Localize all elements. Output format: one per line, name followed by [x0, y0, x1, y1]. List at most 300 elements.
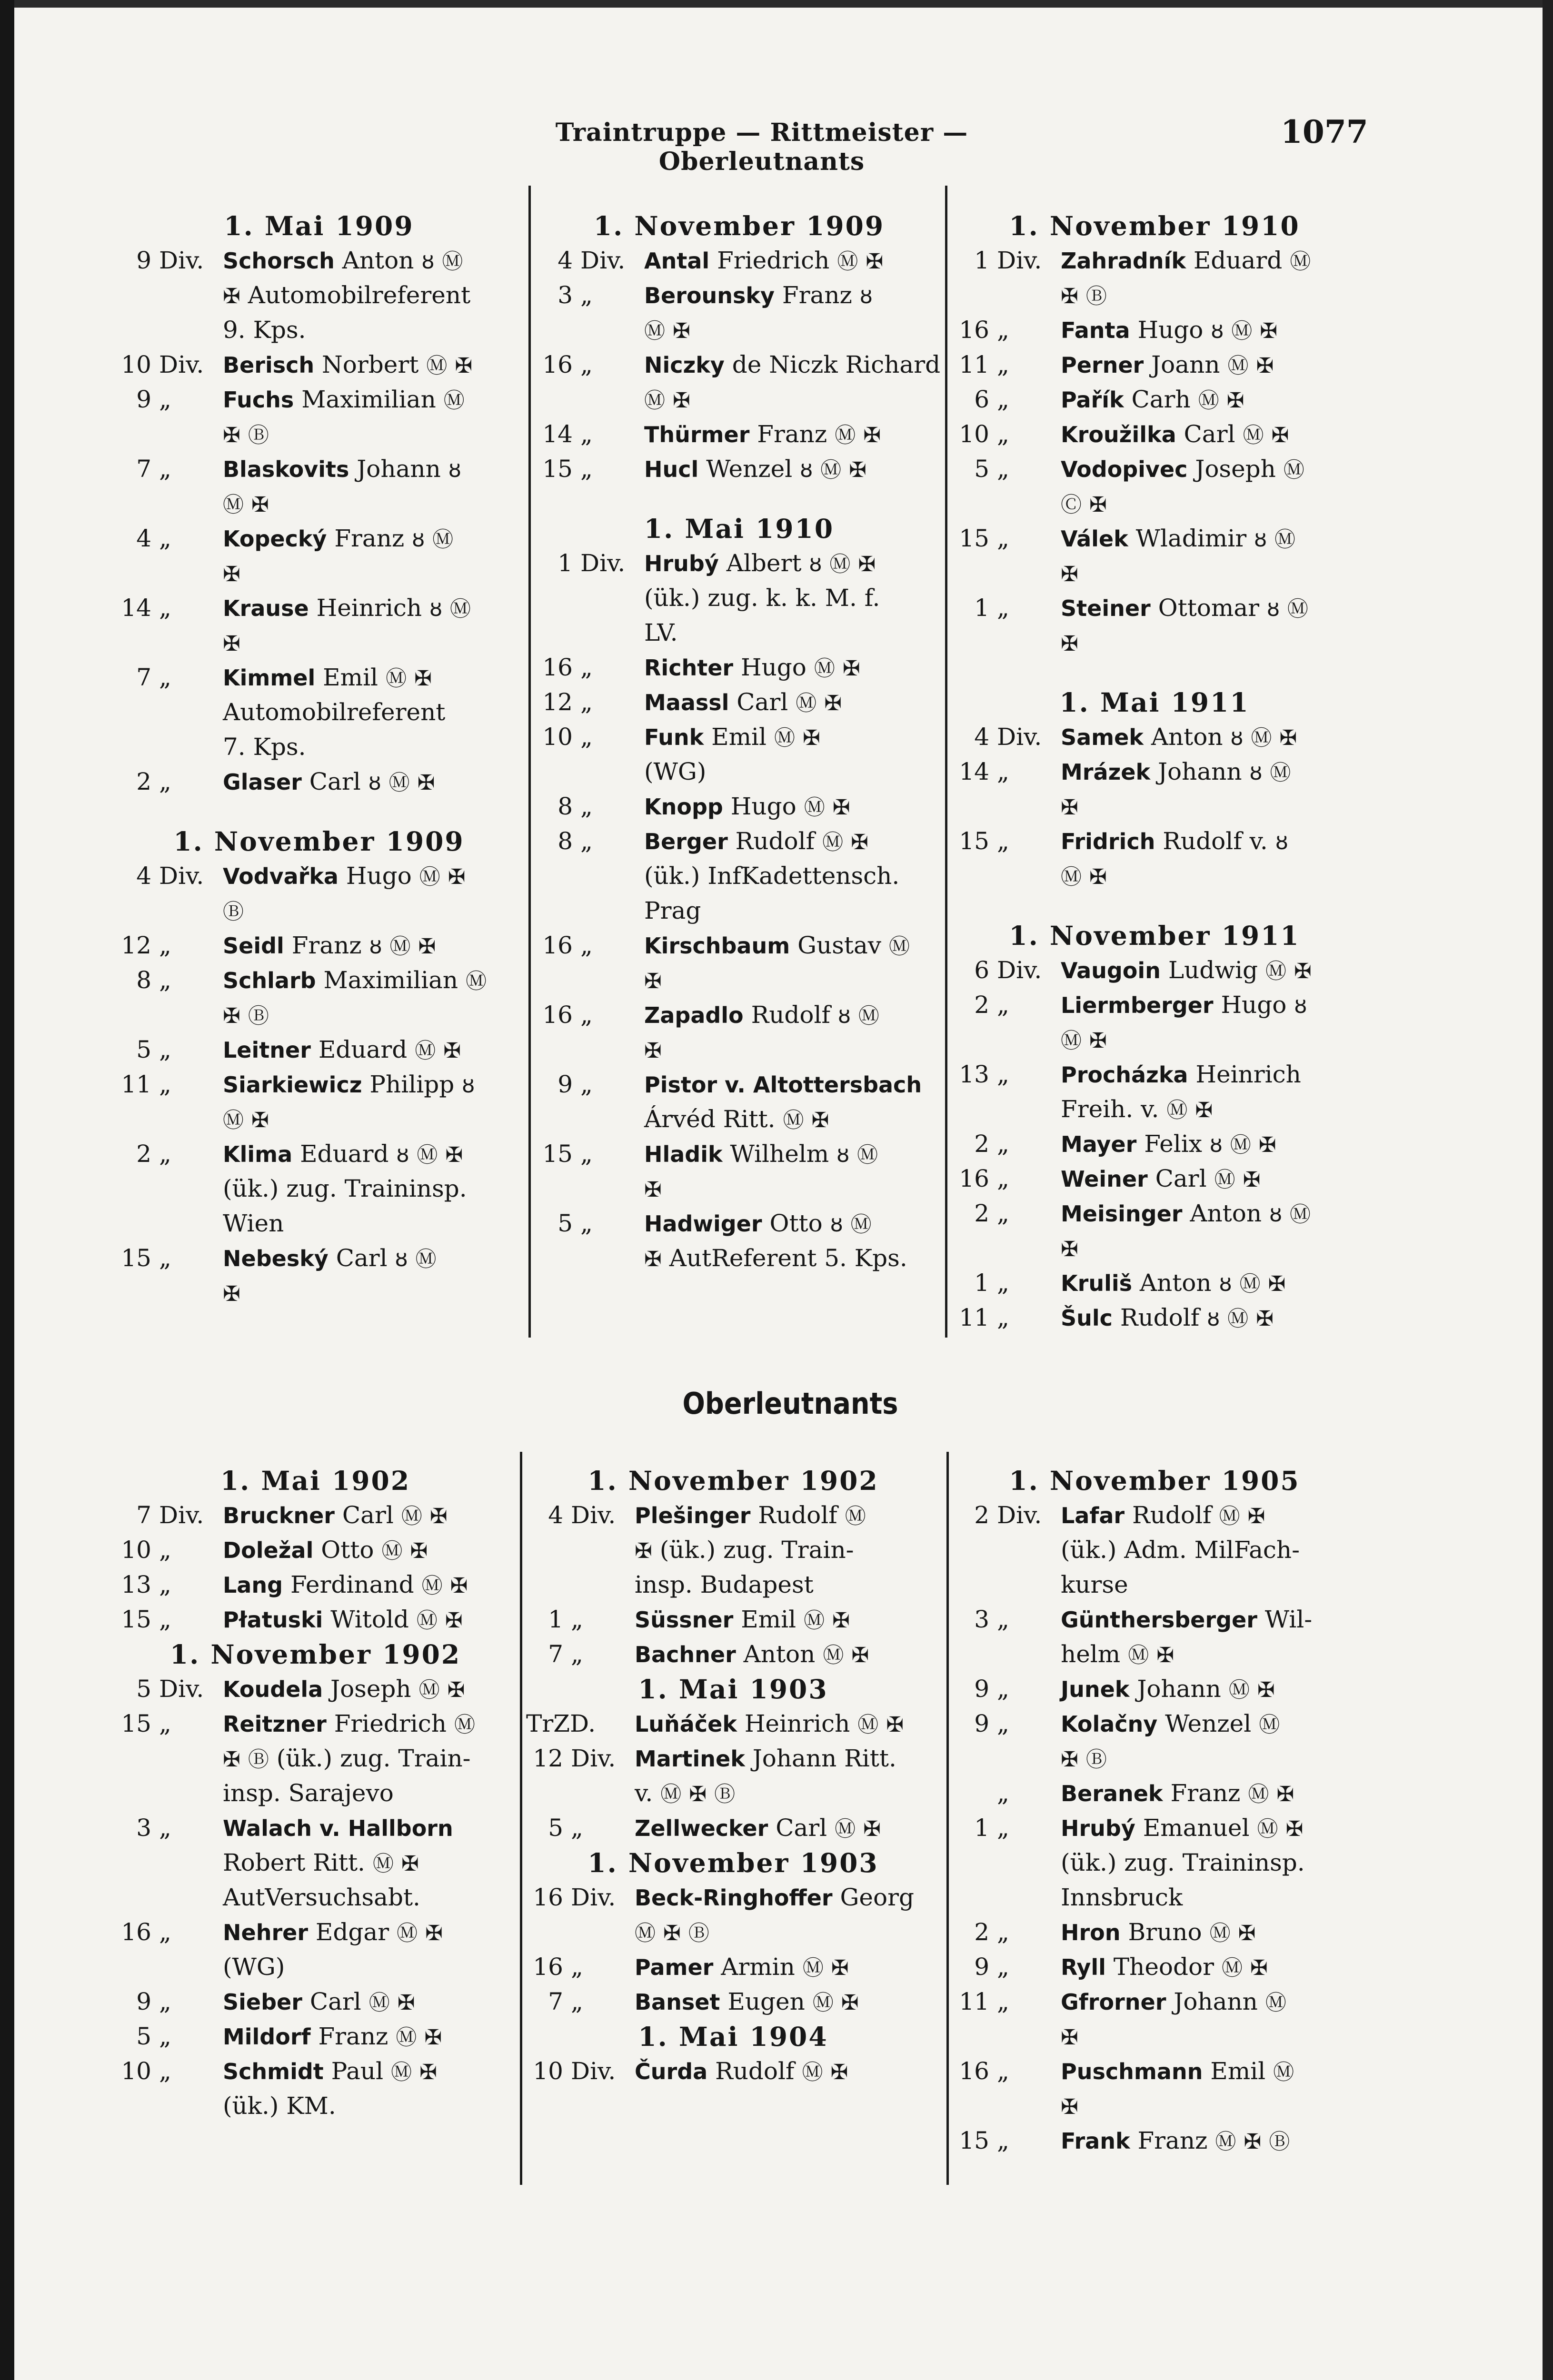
m-badge-icon: Ⓜ [389, 934, 411, 959]
rank-number: 16 [542, 351, 573, 378]
officer-entry [114, 1984, 517, 2019]
officer-entry [536, 1137, 943, 1171]
entry-text [223, 859, 466, 894]
surname: Martinek [635, 1746, 745, 1772]
cross-icon: ✠ [223, 632, 240, 656]
given-name: Franz [291, 932, 362, 959]
note-text: Automobilreferent [248, 281, 471, 309]
m-badge-icon: Ⓜ [1243, 423, 1264, 447]
officer-entry [952, 754, 1357, 789]
promotion-date-heading: 1. Mai 1910 [644, 513, 835, 544]
rank-number: 9 [974, 1675, 989, 1703]
cross-icon: ✠ [689, 1782, 707, 1806]
entry-text [1061, 2019, 1078, 2055]
cross-icon: ✠ [1256, 1307, 1274, 1331]
officer-entry [952, 1300, 1357, 1335]
officer-entry [536, 720, 943, 754]
cross-icon: ✠ [1238, 1921, 1256, 1945]
officer-entry [114, 1137, 524, 1171]
cross-icon: ✠ [1244, 2130, 1262, 2154]
b-badge-icon: Ⓑ [1085, 1747, 1107, 1772]
note-text: v. [635, 1779, 653, 1807]
m-badge-icon: Ⓜ [449, 597, 471, 621]
given-name: Rudolf [1132, 1501, 1212, 1529]
entry-continuation [536, 963, 943, 998]
given-name: Maximilian [323, 966, 458, 994]
cross-icon: ✠ [858, 552, 876, 576]
entry-text [1061, 988, 1307, 1023]
entry-text [223, 2089, 336, 2123]
entry-text [223, 1241, 437, 1277]
division-marker: „ [159, 2057, 171, 2085]
rank-number: 11 [121, 1071, 151, 1098]
entry-continuation [114, 486, 524, 521]
surname: Hladik [644, 1141, 723, 1167]
cross-icon: ✠ [673, 319, 690, 343]
entry-continuation [114, 1171, 524, 1206]
cross-icon: ✠ [418, 934, 436, 959]
medal-icon: ȣ [830, 1212, 843, 1237]
m-badge-icon: Ⓜ [1061, 1029, 1082, 1053]
division-marker: „ [997, 1130, 1009, 1158]
officer-entry [952, 591, 1357, 625]
rank-number: 9 [136, 1988, 151, 2015]
rank-number: 2 [974, 1130, 989, 1158]
rank-number: 3 [974, 1606, 989, 1633]
note-text: (ük.) zug. Traininsp. [223, 1175, 467, 1202]
rank-number: 1 [548, 1606, 563, 1633]
surname: Fridrich [1061, 829, 1155, 854]
entry-continuation [114, 730, 524, 764]
rank-number: 3 [557, 281, 573, 309]
m-badge-icon: Ⓜ [1274, 527, 1295, 552]
rank-number: 8 [136, 966, 151, 994]
entry-continuation [114, 1276, 524, 1310]
entry-text [644, 789, 850, 825]
b-badge-icon: Ⓑ [223, 900, 244, 924]
m-badge-icon: Ⓜ [1222, 1956, 1243, 1980]
m-badge-icon: Ⓜ [783, 1108, 804, 1132]
entry-text [223, 1672, 465, 1707]
division-marker: Div. [159, 351, 204, 378]
officer-entry [952, 2123, 1357, 2158]
rank-number: 2 [136, 1140, 151, 1168]
surname: Kroužilka [1061, 422, 1176, 447]
division-marker: „ [997, 1675, 1009, 1703]
cross-icon: ✠ [425, 1921, 443, 1945]
entry-text [644, 581, 880, 615]
surname: Liermberger [1061, 992, 1214, 1018]
page-number: 1077 [1281, 113, 1368, 150]
note-text: Árvéd Ritt. [644, 1105, 776, 1133]
b-badge-icon: Ⓑ [248, 423, 269, 447]
officer-entry [536, 998, 943, 1032]
officer-entry [114, 1567, 517, 1602]
surname: Samek [1061, 724, 1144, 750]
column-oberleutnants-3 [952, 1463, 1357, 2158]
entry-text [644, 452, 866, 487]
surname: Seidl [223, 933, 284, 959]
note-text: Robert Ritt. [223, 1849, 365, 1876]
m-badge-icon: Ⓜ [822, 830, 844, 854]
division-marker: „ [997, 758, 1009, 785]
medal-icon: ȣ [1219, 1272, 1232, 1296]
cross-icon: ✠ [448, 865, 466, 889]
cross-icon: ✠ [251, 493, 269, 517]
cross-icon: ✠ [644, 1039, 662, 1063]
m-badge-icon: Ⓜ [802, 2060, 823, 2084]
m-badge-icon: Ⓜ [796, 691, 817, 715]
officer-entry [114, 243, 524, 278]
rank-number: 4 [548, 1501, 563, 1529]
entry-text [1061, 789, 1078, 825]
entry-text [223, 1533, 428, 1568]
rank-number: 2 [136, 768, 151, 795]
entry-text [1061, 1741, 1107, 1777]
entry-text [644, 1032, 662, 1068]
entry-text [223, 1811, 453, 1846]
division-marker: „ [580, 723, 593, 751]
m-badge-icon: Ⓜ [401, 1504, 422, 1528]
given-name: Wladimir [1135, 525, 1247, 552]
surname: Doležal [223, 1537, 314, 1563]
division-marker: „ [997, 525, 1009, 552]
given-name: Theodor [1113, 1953, 1215, 1981]
surname: Lang [223, 1572, 283, 1598]
division-marker: „ [997, 1061, 1009, 1088]
cross-icon: ✠ [830, 2060, 848, 2084]
division-marker: „ [159, 594, 171, 622]
cross-icon: ✠ [223, 1004, 240, 1028]
surname: Banset [635, 1989, 720, 2015]
rank-number: 2 [974, 1501, 989, 1529]
division-marker: „ [997, 1304, 1009, 1331]
officer-entry [952, 953, 1357, 988]
entry-text [1061, 1567, 1128, 1602]
cross-icon: ✠ [1061, 1237, 1078, 1261]
rank-number: 11 [959, 1988, 989, 2015]
officer-entry [526, 1880, 940, 1915]
m-badge-icon: Ⓜ [388, 771, 410, 795]
medal-icon: ȣ [800, 458, 813, 482]
entry-continuation [536, 1171, 943, 1206]
officer-entry [114, 859, 524, 893]
entry-text [223, 243, 463, 279]
division-marker: Div. [580, 247, 626, 274]
entry-continuation [952, 1741, 1357, 1776]
entry-text [1061, 1231, 1078, 1267]
division-marker: „ [159, 1036, 171, 1063]
m-badge-icon: Ⓜ [845, 1504, 866, 1528]
cross-icon: ✠ [251, 1108, 269, 1132]
rank-number: 1 [974, 1269, 989, 1297]
entry-text [1061, 382, 1244, 418]
given-name: Carl [309, 1988, 361, 2015]
cross-icon: ✠ [831, 1956, 849, 1980]
entry-text [644, 278, 873, 314]
given-name: Franz [318, 2023, 388, 2050]
surname: Nebeský [223, 1246, 329, 1271]
surname: Steiner [1061, 595, 1151, 621]
entry-text [1061, 1706, 1280, 1742]
surname: Schlarb [223, 968, 316, 993]
surname: Lafar [1061, 1503, 1125, 1528]
m-badge-icon: Ⓜ [1283, 458, 1304, 482]
officer-entry [114, 347, 524, 382]
officer-entry [536, 789, 943, 824]
entry-text [635, 1915, 709, 1951]
cross-icon: ✠ [663, 1921, 681, 1945]
officer-entry [952, 2054, 1357, 2089]
note-text: (ük.) KM. [223, 2092, 336, 2120]
entry-continuation [114, 278, 524, 313]
m-badge-icon: Ⓜ [391, 2060, 412, 2084]
rank-number: 10 [121, 351, 151, 378]
medal-icon: ȣ [369, 934, 382, 959]
division-marker: „ [571, 1814, 583, 1842]
officer-entry [952, 1672, 1357, 1706]
given-name: Rudolf [1120, 1304, 1200, 1331]
given-name: Friedrich [717, 247, 830, 274]
rank-number: 5 [136, 1036, 151, 1063]
rank-number: 8 [557, 793, 573, 820]
division-marker: „ [571, 1953, 583, 1981]
rank-number: 12 [542, 688, 573, 716]
rank-number: 1 [557, 549, 573, 577]
given-name: Ferdinand [290, 1571, 414, 1598]
officer-entry [114, 1602, 517, 1637]
officer-entry [526, 1950, 940, 1984]
cross-icon: ✠ [419, 2060, 437, 2084]
given-name: Carl [309, 768, 361, 795]
division-marker: „ [580, 420, 593, 448]
entry-continuation [952, 1092, 1357, 1127]
given-name: Armin [721, 1953, 795, 1981]
note-text: LV. [644, 619, 678, 646]
rank-number: 15 [121, 1710, 151, 1737]
entry-text [644, 1241, 907, 1277]
division-marker: Div. [571, 1745, 616, 1772]
surname: Bruckner [223, 1503, 335, 1528]
entry-text [635, 2054, 848, 2090]
medal-icon: ȣ [462, 1073, 475, 1098]
division-marker: „ [159, 1071, 171, 1098]
division-marker: Div. [997, 1501, 1042, 1529]
officer-entry [526, 2054, 940, 2089]
entry-continuation [536, 382, 943, 417]
m-badge-icon: Ⓜ [418, 1678, 440, 1702]
note-text: (ük.) zug. Train- [659, 1536, 854, 1564]
surname: Vodopivec [1061, 456, 1188, 482]
given-name: Philipp [369, 1071, 455, 1098]
cross-icon: ✠ [1156, 1643, 1175, 1667]
cross-icon: ✠ [1089, 1029, 1107, 1053]
given-name: Wenzel [706, 455, 793, 483]
division-marker: Div. [571, 1884, 616, 1911]
m-badge-icon: Ⓜ [857, 1143, 878, 1167]
rank-number: 7 [136, 455, 151, 483]
m-badge-icon: Ⓜ [829, 552, 851, 576]
surname: Płatuski [223, 1607, 323, 1633]
rank-number: 12 [533, 1745, 563, 1772]
cross-icon: ✠ [455, 354, 473, 378]
surname: Puschmann [1061, 2059, 1203, 2084]
officer-entry [952, 1915, 1357, 1950]
m-badge-icon: Ⓜ [1214, 1168, 1235, 1192]
cross-icon: ✠ [863, 423, 881, 447]
given-name: Eduard [300, 1140, 389, 1168]
rank-number: 5 [136, 1675, 151, 1703]
rank-number: 7 [548, 1640, 563, 1668]
m-badge-icon: Ⓜ [644, 388, 665, 413]
cross-icon: ✠ [1257, 1678, 1275, 1702]
entry-continuation [526, 1533, 940, 1567]
cross-icon: ✠ [803, 726, 820, 750]
cross-icon: ✠ [832, 795, 850, 820]
surname: Gfrorner [1061, 1989, 1166, 2015]
entry-text [635, 1880, 914, 1915]
note-text: (WG) [644, 758, 707, 785]
entry-text [644, 546, 876, 582]
surname: Krause [223, 595, 309, 621]
surname: Berger [644, 829, 728, 854]
note-text: 7. Kps. [223, 733, 306, 761]
entry-text [223, 1706, 475, 1742]
entry-text [1061, 824, 1288, 860]
cross-icon: ✠ [644, 969, 662, 993]
entry-text [223, 1984, 415, 2020]
surname: Beranek [1061, 1781, 1163, 1806]
officer-entry [526, 1602, 940, 1637]
rank-number: 10 [121, 1536, 151, 1564]
division-marker: „ [580, 281, 593, 309]
division-marker: „ [159, 386, 171, 413]
given-name: Johann Ritt. [752, 1745, 896, 1772]
division-marker: „ [580, 654, 593, 681]
rank-number: 15 [121, 1606, 151, 1633]
given-name: Wilhelm [730, 1140, 829, 1168]
officer-entry [952, 1776, 1357, 1811]
entry-text [1061, 2089, 1078, 2124]
division-marker: Div. [571, 2057, 616, 2085]
surname: Bachner [635, 1642, 736, 1667]
cross-icon: ✠ [417, 771, 435, 795]
m-badge-icon: Ⓜ [415, 1039, 436, 1063]
note-text: AutVersuchsabt. [223, 1884, 420, 1911]
surname: Válek [1061, 526, 1128, 552]
entry-text [223, 1032, 461, 1068]
promotion-date-heading: 1. Mai 1904 [638, 2021, 828, 2052]
surname: Kolačny [1061, 1711, 1158, 1737]
entry-text [1061, 1196, 1311, 1232]
entry-text [644, 685, 842, 721]
entry-continuation [536, 754, 943, 789]
cross-icon: ✠ [223, 423, 240, 447]
given-name: Eugen [727, 1988, 805, 2015]
entry-continuation [536, 313, 943, 347]
entry-text [223, 1102, 269, 1138]
entry-text [644, 313, 690, 348]
entry-text [223, 556, 240, 592]
cross-icon: ✠ [849, 458, 866, 482]
division-marker: „ [159, 2023, 171, 2050]
entry-text [223, 1602, 463, 1638]
rank-number: 6 [974, 956, 989, 984]
given-name: Rudolf [758, 1501, 837, 1529]
promotion-date-heading: 1. November 1903 [587, 1847, 879, 1878]
officer-entry [114, 1032, 524, 1067]
division-marker: Div. [997, 247, 1042, 274]
surname: Čurda [635, 2059, 708, 2084]
division-marker: „ [997, 2057, 1009, 2085]
surname: Pařík [1061, 387, 1124, 413]
entry-text [644, 928, 910, 964]
m-badge-icon: Ⓜ [835, 1817, 856, 1841]
division-marker: „ [159, 768, 171, 795]
cross-icon: ✠ [1061, 795, 1078, 820]
officer-entry [536, 452, 943, 486]
entry-continuation [952, 625, 1357, 660]
entry-text [223, 1067, 475, 1103]
given-name: Gustav [797, 932, 882, 959]
entry-continuation [952, 1022, 1357, 1057]
m-badge-icon: Ⓜ [416, 1608, 438, 1633]
entry-continuation [952, 278, 1357, 313]
officer-entry [952, 1950, 1357, 1984]
rank-number: 10 [959, 420, 989, 448]
cross-icon: ✠ [397, 1991, 415, 2015]
surname: Luňáček [635, 1711, 737, 1737]
given-name: Carl [1155, 1165, 1207, 1192]
entry-continuation [114, 1206, 524, 1241]
entry-continuation [114, 893, 524, 928]
surname: Zapadlo [644, 1002, 744, 1028]
surname: Maassl [644, 690, 729, 715]
officer-entry [114, 764, 524, 799]
rank-number: 16 [121, 1918, 151, 1946]
note-text: insp. Budapest [635, 1571, 814, 1598]
m-badge-icon: Ⓜ [1265, 1991, 1286, 2015]
given-name: Anton [743, 1640, 816, 1668]
entry-text [1061, 1266, 1285, 1301]
rank-number: 10 [533, 2057, 563, 2085]
given-name: Rudolf [751, 1001, 831, 1029]
entry-text [1061, 720, 1297, 755]
entry-text [223, 1498, 448, 1534]
entry-text [223, 278, 470, 314]
given-name: Joseph [330, 1675, 411, 1703]
officer-entry [114, 1241, 524, 1276]
entry-text [644, 824, 868, 860]
m-badge-icon: Ⓜ [857, 1713, 879, 1737]
entry-text [223, 1845, 419, 1881]
cross-icon: ✠ [1089, 865, 1107, 889]
m-badge-icon: Ⓜ [858, 1004, 879, 1028]
medal-icon: ȣ [395, 1247, 408, 1271]
m-badge-icon: Ⓜ [1230, 1133, 1251, 1157]
entry-text [223, 928, 436, 964]
surname: Hucl [644, 456, 699, 482]
cross-icon: ✠ [410, 1539, 428, 1563]
promotion-date-heading: 1. November 1909 [593, 210, 885, 241]
entry-text [1061, 313, 1277, 348]
m-badge-icon: Ⓜ [426, 354, 448, 378]
rank-number: 5 [136, 2023, 151, 2050]
cross-icon: ✠ [223, 284, 240, 308]
given-name: Johann [1174, 1988, 1258, 2015]
surname: Šulc [1061, 1305, 1113, 1331]
cross-icon: ✠ [1243, 1168, 1261, 1192]
